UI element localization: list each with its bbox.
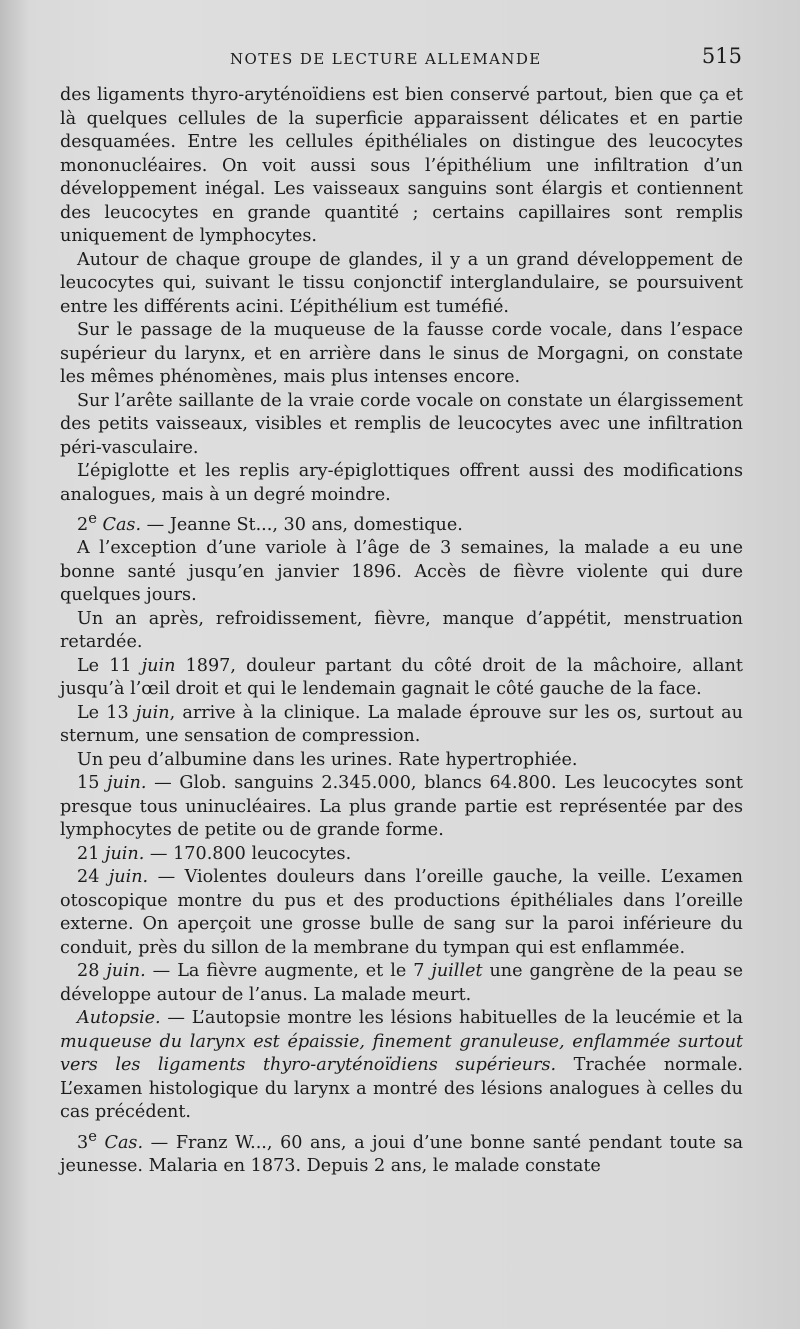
date: juin. <box>106 961 146 982</box>
paragraph-june-11: Le 11 juin 1897, douleur partant du côté droit de la mâchoire, allant jusqu’à l’œil droit et qui le lendemain gagnait le côté gauche de la face. <box>60 655 743 700</box>
paragraph-urine: Un peu d’albumine dans les urines. Rate hypertrophiée. <box>77 749 578 770</box>
case-number: 3 <box>77 1132 89 1153</box>
date: juin <box>135 702 170 723</box>
paragraph-true-vocal-cord: Sur l’arête saillante de la vraie corde vocale on constate un élargissement des petits vaisseaux, visibles et remplis de leucocytes avec une infiltration péri-vasculaire. <box>60 390 743 458</box>
paragraph-june-24: 24 juin. — Violentes douleurs dans l’oreille gauche, la veille. L’examen otoscopique montre du pus et des productions épithéliales dans l’oreille externe. On aperçoit une grosse bulle de sang sur la paroi inférieure du conduit, près du sillon de la membrane du tympan qui est enflammée. <box>60 867 743 958</box>
case-number: 2 <box>77 514 89 535</box>
page-header <box>60 44 742 74</box>
date: juin. <box>108 867 149 888</box>
case-patient: — Jeanne St..., 30 ans, domestique. <box>141 514 463 535</box>
paragraph-false-vocal-cord: Sur le passage de la muqueuse de la fausse corde vocale, dans l’espace supérieur du larynx, et en arrière dans le sinus de Morgagni, on constate les mêmes phénomènes, mais plus intenses encore. <box>60 320 743 387</box>
body-text <box>60 84 743 1179</box>
paragraph-glands: Autour de chaque groupe de glandes, il y a un grand développement de leucocytes qui, suivant le tissu conjonctif interglandulaire, se poursuivent entre les différents acini. L’épithélium est tuméfié. <box>60 249 743 317</box>
case-label: Cas. <box>104 1132 144 1153</box>
paragraph-june-28: 28 juin. — La fièvre augmente, et le 7 juillet une gangrène de la peau se développe autour de l’anus. La malade meurt. <box>60 961 743 1005</box>
case-ordinal: e <box>88 510 97 527</box>
paragraph-year-after: Un an après, refroidissement, fièvre, manque d’appétit, menstruation retardée. <box>60 608 743 653</box>
paragraph-continued: des ligaments thyro-aryténoïdiens est bien conservé partout, bien que ça et là quelques cellules de la superficie apparaissent délicates et en partie desquamées. Entre les cellules épithéliales on distingue des leucocytes mononucléaires. On voit aussi sous l’épithélium une infiltration d’un développement inégal. Les vaisseaux sanguins sont élargis et contiennent des leucocytes en grande quantité ; certains capillaires sont remplis uniquement de lymphocytes. <box>60 85 743 246</box>
paragraph-june-13: Le 13 juin, arrive à la clinique. La malade éprouve sur les os, surtout au sternum, une sensation de compression. <box>60 702 743 747</box>
case-2-heading <box>60 507 743 537</box>
paragraph-autopsy: Autopsie. — L’autopsie montre les lésions habituelles de la leucémie et la muqueuse du larynx est épaissie, finement granuleuse, enflammée surtout vers les ligaments thyro-aryténoïdiens supérieurs. Trachée normale. L’examen histologique du larynx a montré des lésions analogues à celles du cas précédent. <box>60 1008 743 1123</box>
date: juin. <box>107 773 147 794</box>
running-title: NOTES DE LECTURE ALLEMANDE <box>230 50 542 68</box>
case-ordinal: e <box>88 1127 97 1145</box>
case-label: Cas. <box>102 514 142 535</box>
date: juillet <box>431 961 483 982</box>
paragraph-epiglottis: L’épiglotte et les replis ary-épiglottiques offrent aussi des modifications analogues, mais à un degré moindre. <box>60 461 743 505</box>
autopsy-label: Autopsie. <box>77 1008 161 1029</box>
date: juin. <box>104 843 145 864</box>
page-number: 515 <box>701 44 742 68</box>
emphasis: muqueuse du larynx est épaissie, finement granuleuse, enflammée surtout vers les ligaments thyro-aryténoïdiens supérieurs. <box>60 1031 743 1076</box>
paragraph-june-15: 15 juin. — Glob. sanguins 2.345.000, blancs 64.800. Les leucocytes sont presque tous uninucléaires. La plus grande partie est représentée par des lymphocytes de petite ou de grande forme. <box>60 773 743 841</box>
paragraph-june-21: 21 juin. — 170.800 leucocytes. <box>77 843 352 864</box>
paragraph-history: A l’exception d’une variole à l’âge de 3 semaines, la malade a eu une bonne santé jusqu’en janvier 1896. Accès de fièvre violente qui dure quelques jours. <box>60 538 743 606</box>
date: juin <box>141 655 176 676</box>
case-3-heading <box>60 1125 743 1179</box>
case-patient: — Franz W..., 60 ans, a joui d’une bonne santé pendant toute sa jeunesse. Malaria en 1873. Depuis 2 ans, le malade constate <box>60 1132 744 1177</box>
